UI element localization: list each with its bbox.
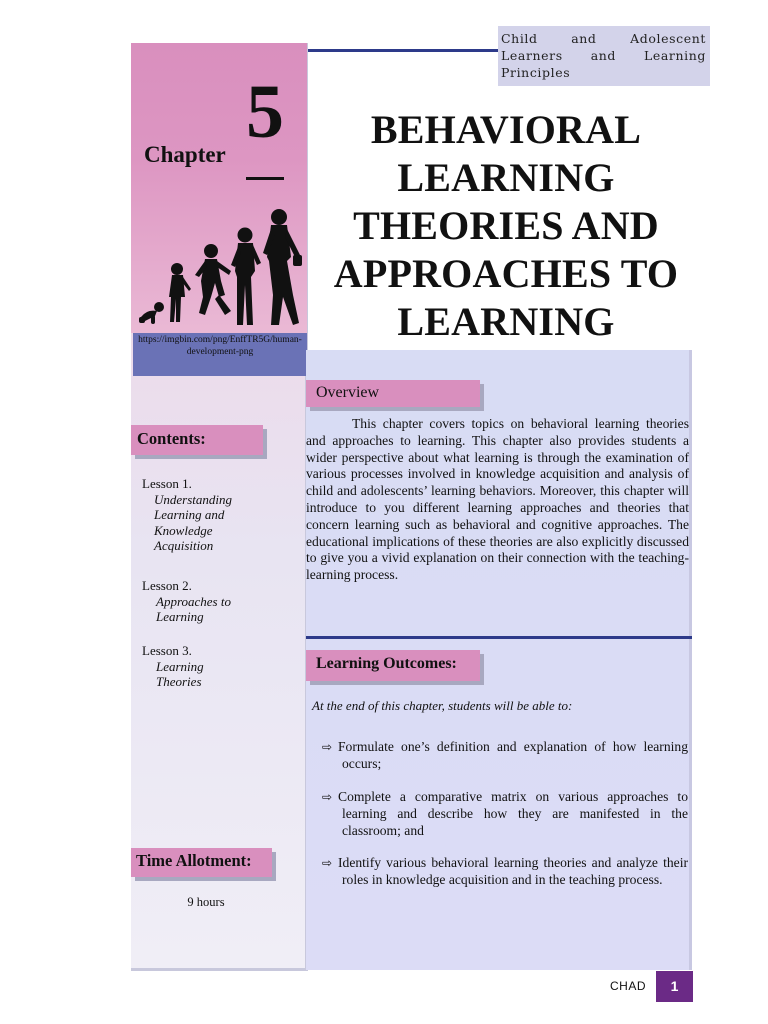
course-title: Child and Adolescent Learners and Learning Principles: [501, 31, 706, 80]
lesson-title: Approaches to Learning: [156, 593, 231, 625]
lesson-title: Learning Theories: [156, 658, 204, 690]
lesson-label: Lesson 1.: [142, 476, 192, 491]
course-title-box: [498, 26, 710, 86]
section-divider: [306, 636, 692, 639]
overview-heading: Overview: [306, 380, 480, 407]
double-arrow-icon: ⇨: [322, 790, 333, 804]
outcome-text: Complete a comparative matrix on various approaches to learning and describe how they are manifested in the classroom; and: [338, 789, 688, 838]
page-number: 1: [656, 971, 693, 1002]
outcome-item: [306, 855, 688, 889]
overview-text: [306, 416, 689, 584]
chapter-number: 5: [246, 74, 284, 180]
chapter-label: Chapter: [144, 142, 226, 167]
outcome-text: Identify various behavioral learning theories and analyze their roles in knowledge acquisition and in the teaching process.: [338, 855, 688, 887]
outcome-item: [306, 739, 688, 773]
lesson-item: [142, 643, 212, 690]
image-credit: https://imgbin.com/png/EnffTR5G/human-development-png: [133, 333, 307, 376]
lesson-title: Understanding Learning and Knowledge Acquisition: [154, 491, 232, 554]
lesson-item: [142, 476, 240, 554]
overview-paragraph: This chapter covers topics on behavioral learning theories and approaches to learning. This chapter also provides students a wider perspective about what learning is through the examination of various processes involved in knowledge acquisition and analysis of child and adolescents’ learning behaviors. Moreover, this chapter will introduce to you different learning approaches and theories that concern learning such as behavioral and cognitive approaches. The educational implications of these theories are also explicitly discussed to give you a vivid explanation on their connection with the teaching-learning process.: [306, 416, 689, 583]
lesson-item: [142, 578, 242, 625]
outcome-text: Formulate one’s definition and explanation of how learning occurs;: [338, 739, 688, 771]
outcomes-intro: At the end of this chapter, students will be able to:: [312, 698, 573, 713]
time-allotment-heading: Time Allotment:: [131, 848, 272, 877]
double-arrow-icon: ⇨: [322, 856, 333, 870]
time-allotment-value: 9 hours: [187, 895, 225, 909]
outcome-item: [306, 789, 688, 839]
lesson-label: Lesson 2.: [142, 578, 192, 593]
contents-heading: Contents:: [131, 425, 263, 455]
double-arrow-icon: ⇨: [322, 740, 333, 754]
footer-label: CHAD: [610, 979, 647, 993]
chapter-title: BEHAVIORAL LEARNING THEORIES AND APPROACHES TO LEARNING: [333, 107, 679, 344]
lesson-label: Lesson 3.: [142, 643, 192, 658]
human-development-silhouette-image: [133, 205, 305, 330]
learning-outcomes-heading: Learning Outcomes:: [306, 650, 480, 681]
